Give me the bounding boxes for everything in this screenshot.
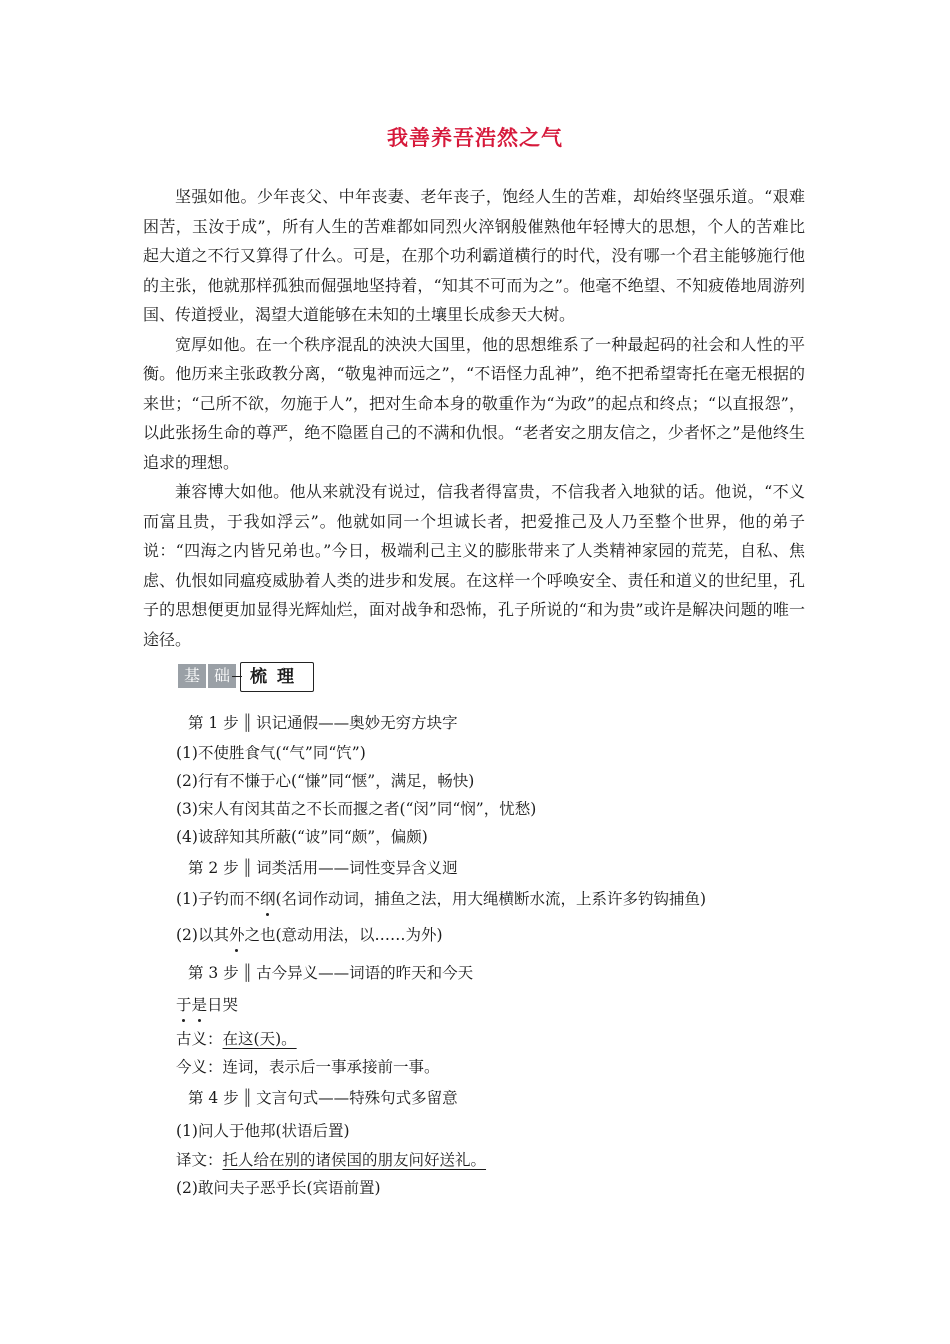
translation [176, 1148, 486, 1170]
item-text: (2)以其 [176, 926, 229, 944]
item-text: (1)子钓而不 [176, 890, 260, 908]
step-heading [188, 856, 458, 878]
list-item: (1)问人于他邦(状语后置) [176, 1122, 350, 1140]
step-separator: ║ [242, 1089, 253, 1107]
step-title: 文言句式——特殊句式多留意 [256, 1089, 458, 1107]
list-item [176, 887, 706, 909]
step-separator: ║ [242, 714, 253, 732]
badge-char: 础 [208, 664, 236, 688]
meaning-label: 古义： [176, 1030, 223, 1048]
step-separator: ║ [242, 859, 253, 877]
step-number: 第 1 步 [188, 714, 239, 732]
step-title: 词类活用——词性变异含义迥 [256, 859, 458, 877]
badge-char: 基 [178, 664, 206, 688]
item-text: 日哭 [207, 996, 239, 1014]
step-title: 识记通假——奥妙无穷方块字 [256, 714, 458, 732]
list-item: (2)敢问夫子恶乎长(宾语前置) [176, 1179, 381, 1197]
emphasized-char: 于 [176, 996, 192, 1014]
meaning-answer: 在这(天)。 [222, 1030, 297, 1048]
item-text: 之也(意动用法，以……为外) [244, 926, 443, 944]
step-number: 第 4 步 [188, 1089, 239, 1107]
ancient-meaning [176, 1027, 297, 1049]
example-phrase [176, 993, 238, 1015]
essay-paragraph: 宽厚如他。在一个秩序混乱的泱泱大国里，他的思想维系了一种最起码的社会和人性的平衡。他历来主张政教分离，“敬鬼神而远之”，“不语怪力乱神”，绝不把希望寄托在毫无根据的来世；“己所不欲，勿施于人”，把对生命本身的敬重作为“为政”的起点和终点；“以直报怨”，以此张扬生命的尊严，绝不隐匿自己的不满和仇恨。“老者安之朋友信之，少者怀之”是他终生追求的理想。 [143, 334, 805, 472]
badge-boxed-label: 梳理 [240, 662, 314, 692]
step-heading [188, 1086, 458, 1108]
list-item: (4)诐辞知其所蔽(“诐”同“颇”，偏颇) [176, 828, 428, 846]
modern-meaning [176, 1055, 440, 1077]
essay-paragraph: 兼容博大如他。他从来就没有说过，信我者得富贵，不信我者入地狱的话。他说，“不义而富且贵，于我如浮云”。他就如同一个坦诚长者，把爱推己及人乃至整个世界，他的弟子说：“四海之内皆兄弟也。”今日，极端利己主义的膨胀带来了人类精神家园的荒芜，自私、焦虑、仇恨如同瘟疫威胁着人类的进步和发展。在这样一个呼唤安全、责任和道义的世纪里，孔子的思想便更加显得光辉灿烂，面对战争和恐怖，孔子所说的“和为贵”或许是解决问题的唯一途径。 [143, 482, 805, 649]
step-number: 第 2 步 [188, 859, 239, 877]
meaning-text: 连词，表示后一事承接前一事。 [222, 1058, 440, 1076]
list-item: (1)不使胜食气(“气”同“饩”) [176, 744, 366, 762]
list-item: (2)行有不慊于心(“慊”同“惬”，满足，畅快) [176, 772, 475, 790]
step-heading [188, 711, 458, 733]
translation-label: 译文： [176, 1151, 223, 1169]
section-badge [176, 662, 316, 692]
list-item [176, 923, 443, 945]
item-text: (名词作动词，捕鱼之法，用大绳横断水流，上系许多钓钩捕鱼) [275, 890, 707, 908]
meaning-label: 今义： [176, 1058, 223, 1076]
step-heading [188, 961, 473, 983]
list-item: (3)宋人有闵其苗之不长而揠之者(“闵”同“悯”，忧愁) [176, 800, 537, 818]
emphasized-char: 外 [228, 926, 245, 944]
step-separator: ║ [242, 964, 253, 982]
essay-paragraph: 坚强如他。少年丧父、中年丧妻、老年丧子，饱经人生的苦难，却始终坚强乐道。“艰难困苦，玉汝于成”，所有人生的苦难都如同烈火淬钢般催熟他年轻博大的思想，个人的苦难比起大道之不行又算得了什么。可是，在那个功利霸道横行的时代，没有哪一个君主能够施行他的主张，他就那样孤独而倔强地坚持着，“知其不可而为之”。他毫不绝望、不知疲倦地周游列国、传道授业，渴望大道能够在未知的土壤里长成参天大树。 [143, 187, 805, 324]
page-title: 我善养吾浩然之气 [387, 126, 563, 150]
step-number: 第 3 步 [188, 964, 239, 982]
essay [143, 182, 805, 654]
step-title: 古今异义——词语的昨天和今天 [256, 964, 474, 982]
translation-answer: 托人给在别的诸侯国的朋友问好送礼。 [222, 1151, 487, 1169]
emphasized-char: 纲 [259, 890, 276, 908]
emphasized-char: 是 [191, 996, 208, 1014]
